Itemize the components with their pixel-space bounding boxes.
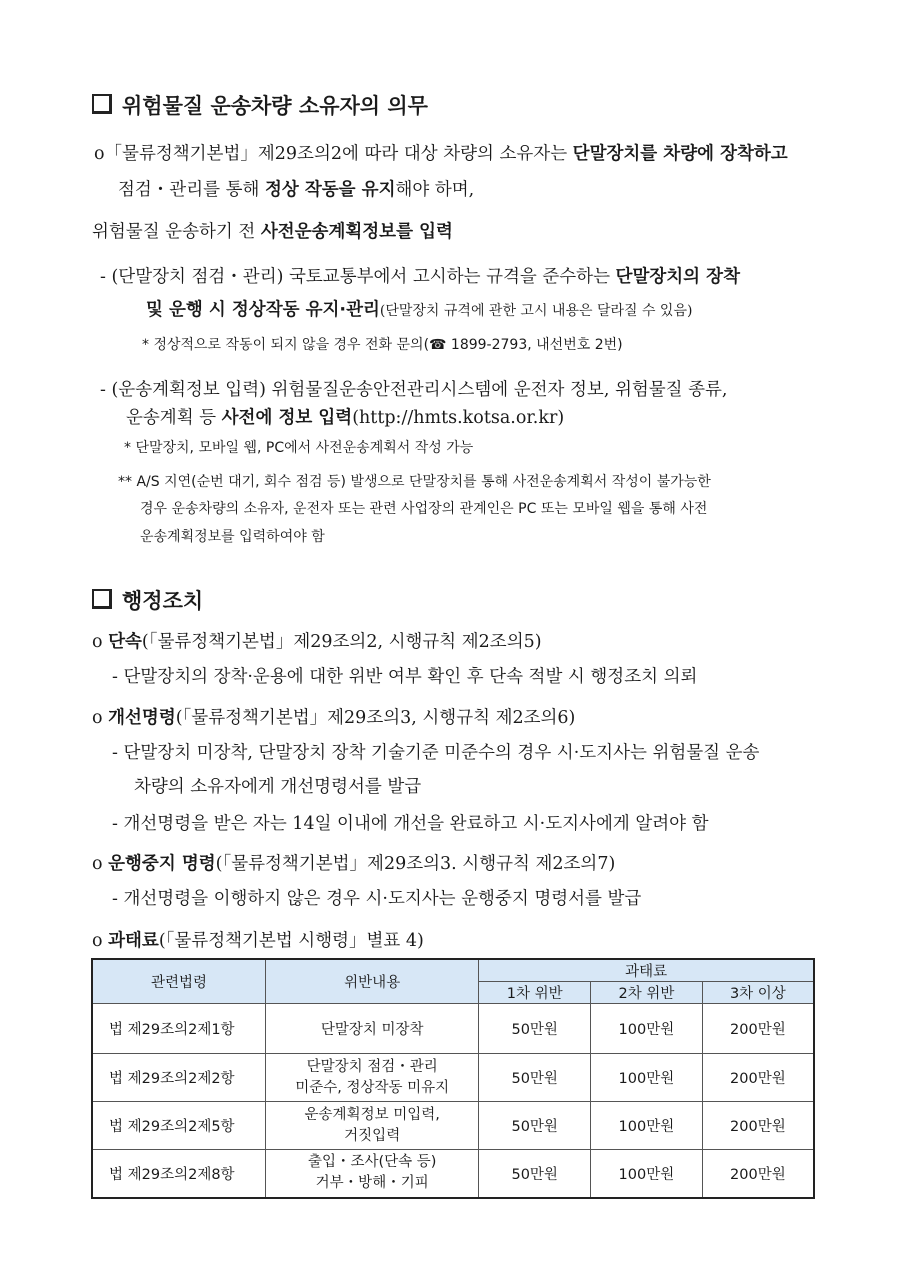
emphasis: 단말장치를 차량에 장착하고 xyxy=(572,144,788,164)
text: (「물류정책기본법」제29조의3, 시행규칙 제2조의6) xyxy=(175,708,576,728)
cell-fine-1: 50만원 xyxy=(479,1150,591,1198)
footnote: * 정상적으로 작동이 되지 않을 경우 전화 문의(☎ 1899-2793, 내선번호 2번) xyxy=(142,337,623,353)
footnote: 운송계획정보를 입력하여야 함 xyxy=(140,529,325,545)
cell-fine-3: 200만원 xyxy=(702,1102,814,1150)
table-row xyxy=(92,1102,814,1150)
table-row xyxy=(92,1004,814,1054)
list-item: - 단말장치 미장착, 단말장치 장착 기술기준 미준수의 경우 시·도지사는 위험물질 운송 xyxy=(112,743,760,763)
text: (http://hmts.kotsa.or.kr) xyxy=(352,408,565,428)
table-row xyxy=(92,1150,814,1198)
list-item: - 개선명령을 받은 자는 14일 이내에 개선을 완료하고 시·도지사에게 알려야 함 xyxy=(112,814,709,834)
text: 운송계획 등 xyxy=(126,408,222,428)
header-content: 위반내용 xyxy=(266,959,479,1004)
emphasis: 단말장치의 장착 xyxy=(615,267,740,287)
cell-fine-3: 200만원 xyxy=(702,1004,814,1054)
cell-fine-1: 50만원 xyxy=(479,1102,591,1150)
header-1st: 1차 위반 xyxy=(479,982,591,1004)
emphasis: 정상 작동을 유지 xyxy=(264,180,396,200)
cell-law: 법 제29조의2제1항 xyxy=(92,1004,266,1054)
text: (「물류정책기본법 시행령」별표 4) xyxy=(158,931,424,951)
bullet: o xyxy=(92,708,109,728)
content-line: 출입・조사(단속 등) xyxy=(307,1154,437,1171)
cell-fine-1: 50만원 xyxy=(479,1054,591,1102)
bullet: o xyxy=(92,854,109,874)
cell-fine-2: 100만원 xyxy=(591,1054,703,1102)
cell-law: 법 제29조의2제8항 xyxy=(92,1150,266,1198)
text: 해야 하며, xyxy=(395,180,475,200)
footnote: * 단말장치, 모바일 웹, PC에서 사전운송계획서 작성 가능 xyxy=(124,440,474,456)
cell-fine-3: 200만원 xyxy=(702,1054,814,1102)
list-item: - 단말장치의 장착·운용에 대한 위반 여부 확인 후 단속 적발 시 행정조치 의뢰 xyxy=(112,667,698,687)
emphasis: 사전에 정보 입력 xyxy=(221,408,353,428)
content-line: 단말장치 점검・관리 xyxy=(306,1058,438,1075)
section-title: 위험물질 운송차량 소유자의 의무 xyxy=(122,94,428,118)
cell-content xyxy=(266,1004,479,1054)
cell-fine-2: 100만원 xyxy=(591,1150,703,1198)
cell-fine-1: 50만원 xyxy=(479,1004,591,1054)
list-item xyxy=(126,404,564,429)
text: - (단말장치 점검・관리) 국토교통부에서 고시하는 규격을 준수하는 xyxy=(100,267,616,287)
text: - (운송계획정보 입력) 위험물질운송안전관리시스템에 운전자 정보, 위험물질 종류, xyxy=(100,380,728,400)
content-line: 거부・방해・기피 xyxy=(315,1175,429,1192)
text: o「물류정책기본법」제29조의2에 따라 대상 차량의 소유자는 xyxy=(94,144,573,164)
cell-content xyxy=(266,1150,479,1198)
list-item xyxy=(100,263,740,288)
text: 위험물질 운송하기 전 xyxy=(92,222,261,242)
cell-fine-3: 200만원 xyxy=(702,1150,814,1198)
header-fine: 과태료 xyxy=(479,959,814,982)
content-line: 운송계획정보 미입력, xyxy=(304,1106,440,1123)
text: (단말장치 규격에 관한 고시 내용은 달라질 수 있음) xyxy=(379,303,693,319)
paragraph-line xyxy=(92,218,453,243)
cell-content xyxy=(266,1054,479,1102)
paragraph-line xyxy=(118,176,474,201)
emphasis: 개선명령 xyxy=(108,708,176,728)
fine-table xyxy=(91,958,815,1199)
paragraph-line xyxy=(92,850,615,875)
text: 점검・관리를 통해 xyxy=(118,180,265,200)
list-item: - 개선명령을 이행하지 않은 경우 시·도지사는 운행중지 명령서를 발급 xyxy=(112,889,642,909)
paragraph-line xyxy=(92,704,575,729)
list-item xyxy=(146,296,692,321)
footnote: ** A/S 지연(순번 대기, 회수 점검 등) 발생으로 단말장치를 통해 사전운송계획서 작성이 불가능한 xyxy=(118,474,711,490)
content-line: 거짓입력 xyxy=(344,1127,401,1144)
cell-fine-2: 100만원 xyxy=(591,1102,703,1150)
table-row xyxy=(92,1054,814,1102)
cell-law: 법 제29조의2제2항 xyxy=(92,1054,266,1102)
section-checkbox-icon xyxy=(92,94,112,114)
content-line: 미준수, 정상작동 미유지 xyxy=(295,1079,450,1096)
section-title: 행정조치 xyxy=(122,589,204,613)
header-3rd: 3차 이상 xyxy=(702,982,814,1004)
paragraph-line xyxy=(94,140,788,165)
list-item: 차량의 소유자에게 개선명령서를 발급 xyxy=(134,777,422,797)
header-2nd: 2차 위반 xyxy=(591,982,703,1004)
header-law: 관련법령 xyxy=(92,959,266,1004)
emphasis: 과태료 xyxy=(108,931,159,951)
section-checkbox-icon xyxy=(92,589,112,609)
content-line: 단말장치 미장착 xyxy=(320,1022,424,1038)
text: (「물류정책기본법」제29조의3. 시행규칙 제2조의7) xyxy=(215,854,616,874)
cell-law: 법 제29조의2제5항 xyxy=(92,1102,266,1150)
emphasis: 운행중지 명령 xyxy=(108,854,216,874)
bullet: o xyxy=(92,632,109,652)
cell-content xyxy=(266,1102,479,1150)
text: (「물류정책기본법」제29조의2, 시행규칙 제2조의5) xyxy=(141,632,542,652)
cell-fine-2: 100만원 xyxy=(591,1004,703,1054)
bullet: o xyxy=(92,931,109,951)
emphasis: 사전운송계획정보를 입력 xyxy=(260,222,453,242)
footnote: 경우 운송차량의 소유자, 운전자 또는 관련 사업장의 관계인은 PC 또는 모바일 웹을 통해 사전 xyxy=(140,501,708,517)
emphasis: 단속 xyxy=(108,632,142,652)
paragraph-line xyxy=(92,628,542,653)
list-item xyxy=(100,376,728,401)
emphasis: 및 운행 시 정상작동 유지·관리 xyxy=(146,300,380,320)
paragraph-line xyxy=(92,927,424,952)
